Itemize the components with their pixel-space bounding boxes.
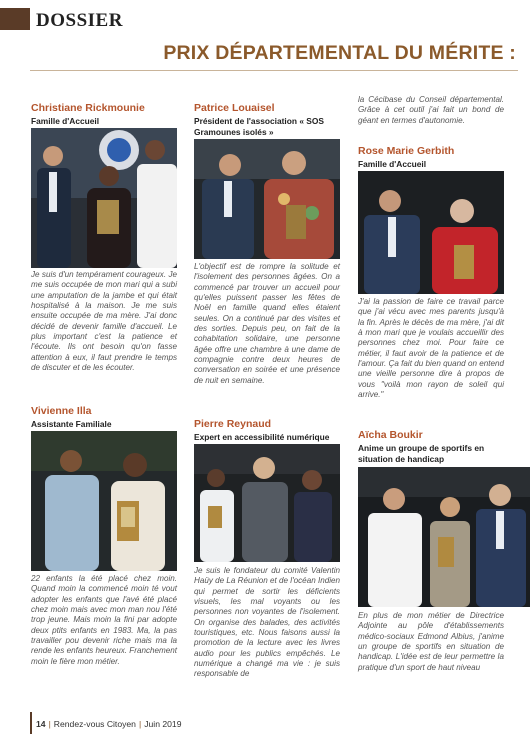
footer-bar bbox=[30, 712, 32, 734]
section-label: DOSSIER bbox=[36, 10, 123, 31]
footer: 14 | Rendez-vous Citoyen | Juin 2019 bbox=[36, 719, 182, 729]
laureate-role-boukir: Anime un groupe de sportifs en situation de handicap bbox=[358, 443, 485, 464]
testimony-boukir: En plus de mon métier de Directrice Adjointe au pôle d'établissements médico-sociaux Edmond Albius, j'anime un groupe de sportifs en situation de handicap. L'idée est de leur permettre la pratique d'un sport de haut niveau bbox=[358, 611, 504, 672]
photo-reynaud bbox=[194, 444, 340, 562]
laureate-role-louaisel: Président de l'association « SOS Gramounes isolés » bbox=[194, 116, 324, 137]
page-title: PRIX DÉPARTEMENTAL DU MÉRITE : bbox=[163, 42, 516, 64]
photo-illa bbox=[31, 431, 177, 571]
magazine-name: Rendez-vous Citoyen bbox=[53, 719, 136, 729]
laureate-role-illa: Assistante Familiale bbox=[31, 419, 112, 429]
laureate-name-boukir: Aïcha Boukir bbox=[358, 429, 423, 441]
laureate-name-rickmounie: Christiane Rickmounie bbox=[31, 102, 145, 114]
testimony-gerbith: J'ai la passion de faire ce travail parce que j'ai vécu avec mes parents jusqu'à la fin. Après le décès de ma mère, j'ai dit à mon mari que je voulais accueillir des personnes chez moi. Pour faire ce métier, il faut avoir de la patience et de l'amour. Ça fait du bien quand on entend une vieille personne dire à propos de vous "voilà mon rayon de soleil qui arrive." bbox=[358, 297, 504, 400]
laureate-role-reynaud: Expert en accessibilité numérique bbox=[194, 432, 330, 442]
testimony-illa: 22 enfants la été placé chez moin. Quand moin la commencé moin té vout adopter les enfants que l'avé été placé chez moin mais avec mon man nou l'été trop jeune. Mais moin la fini par adopte deux ptits enfants en 1983. Ma, la pas travailler pou devenir riche mais ma la rende les enfants heureux. Franchement moin le fière mon métier. bbox=[31, 574, 177, 666]
laureate-name-reynaud: Pierre Reynaud bbox=[194, 418, 272, 430]
testimony-rickmounie: Je suis d'un tempérament courageux. Je me suis occupée de mon mari qui a subi une amputation de la jambe et qui était hospitalisé à la maison. Je me suis ensuite occupée de ma mère. J'ai donc décidé de devenir famille d'accueil. Le plus important c'est la patience et l'écoute. Ils ont besoin qu'on fasse attention à eux, il faut prendre le temps de discuter et de les écouter. bbox=[31, 270, 177, 373]
section-tab bbox=[0, 8, 530, 30]
section-color-block bbox=[0, 8, 30, 30]
page-number: 14 bbox=[36, 719, 46, 729]
testimony-louaisel: L'objectif est de rompre la solitude et l'isolement des personnes âgées. On a commencé par trouver un accueil pour qu'elles puissent passer les fêtes de Noël en famille quand elles étaient seules. On a continué par des visites et des sorties. Depuis peu, on fait de la cohabitation solidaire, une personne âgée offre une chambre à une dame de compagnie contre deux heures de conversation en soirée et une présence de nuit en semaine. bbox=[194, 262, 340, 385]
testimony-reynaud: Je suis le fondateur du comité Valentin Haüy de La Réunion et de l'océan Indien qui permet de sortir les déficients visuels, les mal voyants ou les personnes non voyantes de l'isolement. On organise des balades, des activités touristiques, etc. Nous faisons aussi la promotion de la lecture avec les livres audio pour les publics empêchés. Le numérique a changé ma vie : je suis responsable de bbox=[194, 566, 340, 679]
photo-louaisel bbox=[194, 139, 340, 259]
issue-date: Juin 2019 bbox=[144, 719, 182, 729]
laureate-name-illa: Vivienne Illa bbox=[31, 405, 92, 417]
testimony-reynaud-continued: la Cécibase du Conseil départemental. Grâce à cet outil j'ai fait un bond de géant en termes d'autonomie. bbox=[358, 95, 504, 125]
title-rule bbox=[30, 70, 518, 71]
laureate-role-rickmounie: Famille d'Accueil bbox=[31, 116, 100, 126]
photo-rickmounie bbox=[31, 128, 177, 268]
laureate-name-louaisel: Patrice Louaisel bbox=[194, 102, 275, 114]
laureate-role-gerbith: Famille d'Accueil bbox=[358, 159, 427, 169]
laureate-name-gerbith: Rose Marie Gerbith bbox=[358, 145, 455, 157]
photo-gerbith bbox=[358, 171, 504, 294]
photo-boukir bbox=[358, 467, 530, 607]
